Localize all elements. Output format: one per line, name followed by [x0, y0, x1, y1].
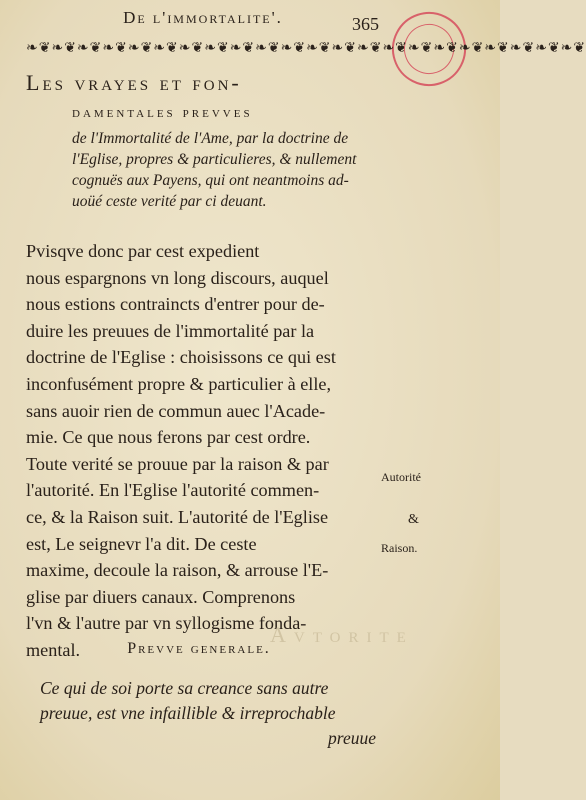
- decorative-ornament-band: ❧❦❧❦❧❦❧❦❧❦❧❦❧❦❧❦❧❦❧❦❧❦❧❦❧❦❧❦❧❦❧❦❧❦❧❦❧❦❧❦❧❦❧❦: [26, 41, 586, 56]
- body-line: duire les preuues de l'immortalité par la: [26, 320, 315, 341]
- section-heading: Prevve generale.: [127, 640, 271, 657]
- body-line: l'vn & l'autre par vn syllogisme fonda-: [26, 613, 307, 634]
- body-line: l'autorité. En l'Eglise l'autorité commen-: [26, 480, 320, 501]
- body-line: sans auoir rien de commun auec l'Acade-: [26, 400, 326, 421]
- chapter-title-line-2: damentales prevves: [72, 104, 253, 121]
- body-line: Toute verité se prouue par la raison & par: [26, 453, 329, 474]
- proof-line: preuue, est vne infaillible & irreprochable: [40, 703, 336, 723]
- body-line: ce, & la Raison suit. L'autorité de l'Eglise: [26, 506, 329, 527]
- body-line: nous espargnons vn long discours, auquel: [26, 267, 329, 288]
- running-head: De l'immortalite'.: [123, 8, 283, 27]
- bleed-through-text: Avtorite: [270, 622, 414, 647]
- margin-note-ampersand: &: [408, 512, 419, 527]
- body-paragraph: [26, 238, 376, 664]
- subtitle-line: uoüé ceste verité par ci deuant.: [72, 193, 267, 210]
- body-line: inconfusément propre & particulier à elle,: [26, 373, 332, 394]
- proof-line-catchword: preuue: [328, 728, 376, 748]
- body-line: maxime, decoule la raison, & arrouse l'E-: [26, 560, 329, 581]
- page-number: 365: [352, 14, 379, 34]
- chapter-title-line-1: Les vrayes et fon-: [26, 70, 242, 95]
- body-line: est, Le seignevr l'a dit. De ceste: [26, 533, 257, 554]
- subtitle-line: de l'Immortalité de l'Ame, par la doctrine de: [72, 130, 349, 147]
- body-line: doctrine de l'Eglise : choisissons ce qui est: [26, 347, 336, 368]
- body-line: Pvisqve donc par cest expedient: [26, 241, 260, 261]
- margin-note-raison: Raison.: [381, 541, 418, 555]
- proof-paragraph: [40, 676, 376, 751]
- chapter-subtitle: [72, 128, 372, 212]
- proof-line: Ce qui de soi porte sa creance sans autre: [40, 678, 329, 698]
- margin-note-autorite: Autorité: [381, 470, 421, 484]
- body-line: mie. Ce que nous ferons par cest ordre.: [26, 427, 311, 448]
- body-line: glise par diuers canaux. Comprenons: [26, 586, 296, 607]
- body-line: nous estions contraincts d'entrer pour de-: [26, 294, 325, 315]
- subtitle-line: l'Eglise, propres & particulieres, & nullement: [72, 151, 357, 168]
- body-line: mental.: [26, 639, 81, 660]
- subtitle-line: cognuës aux Payens, qui ont neantmoins ad-: [72, 172, 349, 189]
